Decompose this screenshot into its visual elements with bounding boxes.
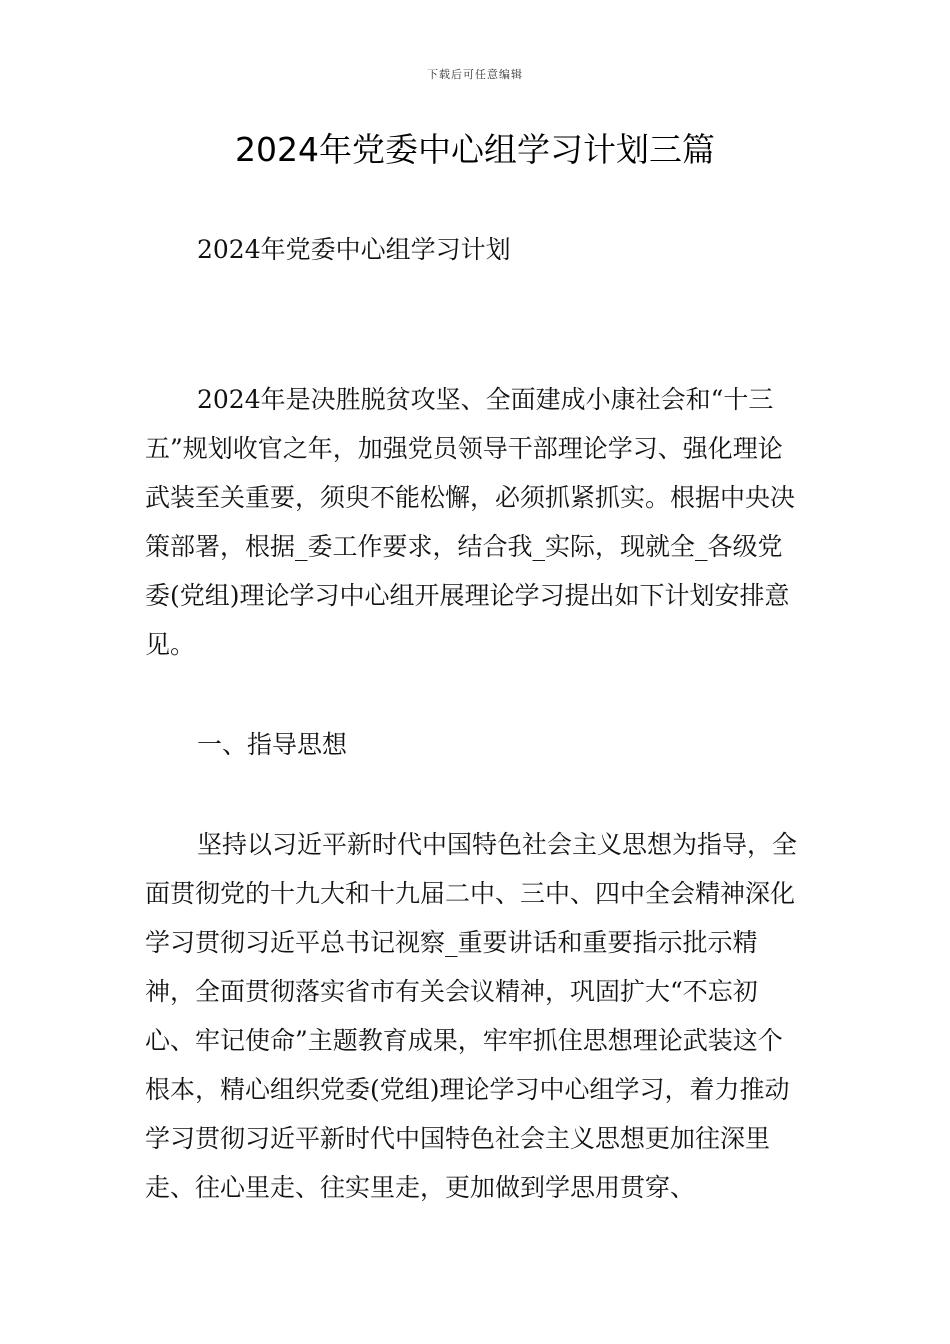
paragraph-guiding-ideology: 坚持以习近平新时代中国特色社会主义思想为指导，全面贯彻党的十九大和十九届二中、三中、四中全会精神深化学习贯彻习近平总书记视察_重要讲话和重要指示批示精神，全面贯彻落实省市有关会议精神，巩固扩大“不忘初心、牢记使命”主题教育成果，牢牢抓住思想理论武装这个根本，精心组织党委(党组)理论学习中心组学习，着力推动学习贯彻习近平新时代中国特色社会主义思想更加往深里走、往心里走、往实里走，更加做到学思用贯穿、 xyxy=(145,830,798,1202)
document-subtitle: 2024年党委中心组学习计划 xyxy=(197,235,511,264)
document-title: 2024年党委中心组学习计划三篇 xyxy=(235,130,715,169)
header-note: 下载后可任意编辑 xyxy=(427,68,523,81)
paragraph-intro: 2024年是决胜脱贫攻坚、全面建成小康社会和“十三五”规划收官之年，加强党员领导干部理论学习、强化理论武装至关重要，须臾不能松懈，必须抓紧抓实。根据中央决策部署，根据_委工作要求，结合我_实际，现就全_各级党委(党组)理论学习中心组开展理论学习提出如下计划安排意见。 xyxy=(145,385,796,659)
section-heading-guiding-ideology: 一、指导思想 xyxy=(197,730,348,759)
